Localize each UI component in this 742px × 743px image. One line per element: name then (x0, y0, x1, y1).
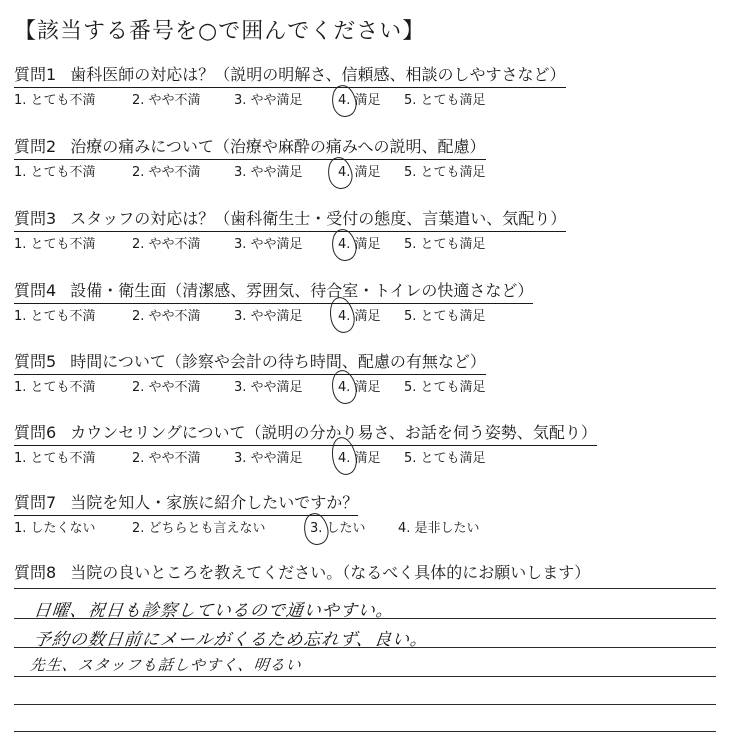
selected-circle-mark (301, 511, 331, 547)
option-3[interactable]: 3. やや満足 (234, 237, 303, 252)
question-text: 時間について（診察や会計の待ち時間、配慮の有無など） (70, 352, 486, 371)
question-number: 質問7 (14, 493, 57, 512)
option-3[interactable]: 3. やや満足 (234, 451, 303, 466)
option-1[interactable]: 1. とても不満 (14, 451, 96, 466)
answer-options (14, 235, 734, 257)
question-number: 質問2 (14, 137, 57, 156)
ruled-line (14, 588, 716, 589)
option-5[interactable]: 5. とても満足 (404, 93, 486, 108)
handwritten-answer-line-3: 先生、スタッフも話しやすく、明るい (29, 656, 303, 674)
question-text: 設備・衛生面（清潔感、雰囲気、待合室・トイレの快適さなど） (70, 281, 534, 300)
handwritten-answer-line-1: 日曜、祝日も診察しているので通いやすい。 (32, 601, 395, 621)
option-5[interactable]: 5. とても満足 (404, 451, 486, 466)
option-2[interactable]: 2. やや不満 (132, 380, 201, 395)
option-3[interactable]: 3. やや満足 (234, 165, 303, 180)
option-1[interactable]: 1. とても不満 (14, 93, 96, 108)
option-4[interactable]: 4. 満足 (338, 237, 381, 252)
selected-circle-mark (329, 227, 359, 263)
option-2[interactable]: 2. やや不満 (132, 451, 201, 466)
option-1[interactable]: 1. したくない (14, 521, 96, 536)
handwritten-answer-line-2: 予約の数日前にメールがくるため忘れず、良い。 (32, 630, 430, 650)
question-number: 質問8 (14, 563, 57, 582)
option-4[interactable]: 4. 満足 (338, 451, 381, 466)
question-text: 当院の良いところを教えてください。（なるべく具体的にお願いします） (70, 563, 591, 582)
question-number: 質問1 (14, 65, 57, 84)
question-6 (14, 422, 734, 471)
selected-circle-mark (325, 155, 355, 191)
option-5[interactable]: 5. とても満足 (404, 165, 486, 180)
option-5[interactable]: 5. とても満足 (404, 309, 486, 324)
option-1[interactable]: 1. とても不満 (14, 165, 96, 180)
question-text: 治療の痛みについて（治療や麻酔の痛みへの説明、配慮） (70, 137, 486, 156)
question-2 (14, 136, 734, 185)
option-5[interactable]: 5. とても満足 (404, 380, 486, 395)
option-1[interactable]: 1. とても不満 (14, 237, 96, 252)
option-5[interactable]: 5. とても満足 (404, 237, 486, 252)
ruled-line (14, 676, 716, 677)
question-title (14, 136, 486, 160)
question-4 (14, 280, 734, 329)
question-1 (14, 64, 734, 113)
question-title (14, 422, 597, 446)
question-text: 当院を知人・家族に紹介したいですか？ (70, 493, 359, 512)
option-1[interactable]: 1. とても不満 (14, 309, 96, 324)
option-2[interactable]: 2. やや不満 (132, 237, 201, 252)
question-number: 質問4 (14, 281, 57, 300)
answer-options (14, 519, 734, 541)
question-text: スタッフの対応は？（歯科衛生士・受付の態度、言葉遣い、気配り） (70, 209, 567, 228)
answer-options (14, 163, 734, 185)
question-title (14, 351, 486, 375)
option-3[interactable]: 3. したい (310, 521, 366, 536)
question-title (14, 64, 566, 88)
ruled-line (14, 731, 716, 732)
option-3[interactable]: 3. やや満足 (234, 309, 303, 324)
question-title (14, 562, 590, 585)
question-number: 質問5 (14, 352, 57, 371)
option-4[interactable]: 4. 満足 (338, 165, 381, 180)
question-number: 質問3 (14, 209, 57, 228)
question-8 (14, 562, 734, 585)
selected-circle-mark (329, 83, 359, 119)
option-2[interactable]: 2. やや不満 (132, 93, 201, 108)
option-2[interactable]: 2. どちらとも言えない (132, 521, 266, 536)
answer-options (14, 449, 734, 471)
option-4[interactable]: 4. 是非したい (398, 521, 480, 536)
answer-options (14, 307, 734, 329)
question-text: カウンセリングについて（説明の分かり易さ、お話を伺う姿勢、気配り） (70, 423, 597, 442)
question-text: 歯科医師の対応は？（説明の明解さ、信頼感、相談のしやすさなど） (70, 65, 566, 84)
form-header: 【該当する番号を○で囲んでください】 (14, 19, 426, 44)
ruled-line (14, 704, 716, 705)
question-title (14, 208, 566, 232)
option-4[interactable]: 4. 満足 (338, 93, 381, 108)
question-7 (14, 492, 734, 541)
option-3[interactable]: 3. やや満足 (234, 93, 303, 108)
question-3 (14, 208, 734, 257)
option-1[interactable]: 1. とても不満 (14, 380, 96, 395)
option-2[interactable]: 2. やや不満 (132, 165, 201, 180)
question-title (14, 492, 358, 516)
answer-options (14, 378, 734, 400)
option-4[interactable]: 4. 満足 (338, 309, 381, 324)
question-title (14, 280, 533, 304)
question-5 (14, 351, 734, 400)
option-2[interactable]: 2. やや不満 (132, 309, 201, 324)
answer-options (14, 91, 734, 113)
question-number: 質問6 (14, 423, 57, 442)
option-3[interactable]: 3. やや満足 (234, 380, 303, 395)
option-4[interactable]: 4. 満足 (338, 380, 381, 395)
